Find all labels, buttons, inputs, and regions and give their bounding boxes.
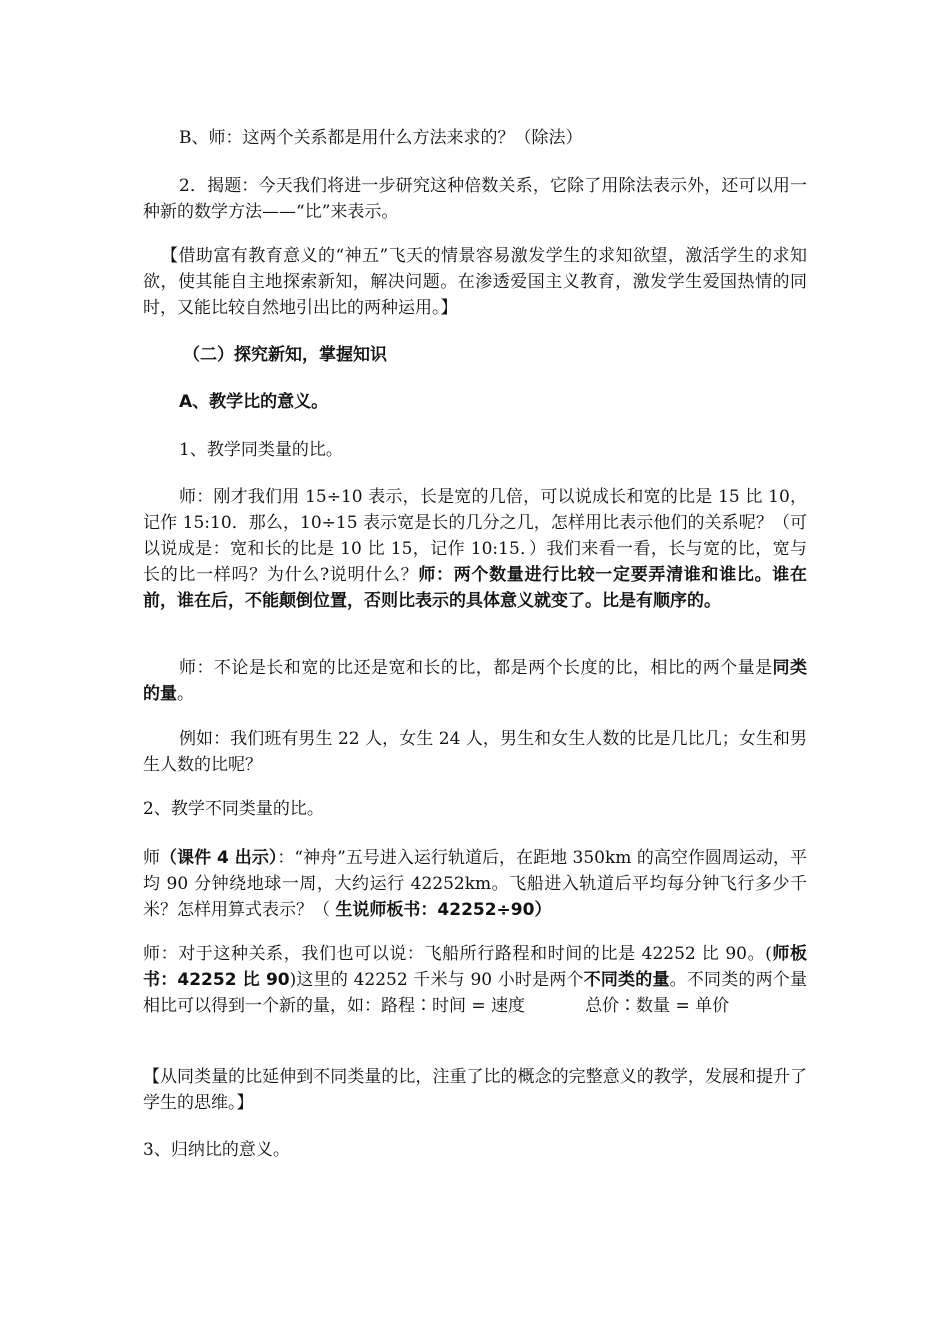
emphasis-text: 师：两个数量进行比较一定要弄清谁和谁比。谁在前，谁在后，不能颠倒位置，否则比表示的具体意义就变了。比是有顺序的。: [143, 565, 807, 611]
paragraph-commentary-2: [143, 1064, 807, 1116]
text: （二）探究新知，掌握知识: [183, 345, 387, 365]
subheading-summarize-meaning: [143, 1137, 807, 1163]
text: 师: [143, 848, 161, 868]
paragraph-example-students: [143, 726, 807, 778]
paragraph-commentary-1: [143, 243, 807, 321]
text: A、教学比的意义。: [179, 392, 329, 412]
text: 师：刚才我们用 15÷10 表示，长是宽的几倍，可以说成长和宽的比是 15 比 10，记作 15:10．那么，10÷15 表示宽是长的几分之几，怎样用比表示他们的关系呢？（可以说成是：宽和长的比是 10 比 15，记作 10:15．）我们来看一看，长与宽的比，宽与长的比一样吗？为什么?说明什么？: [143, 487, 807, 585]
text: )这里的 42252 千米与 90 小时是两个: [289, 970, 584, 990]
text: 师：对于这种关系，我们也可以说：飞船所行路程和时间的比是 42252 比 90。(: [143, 944, 772, 964]
text: 1、教学同类量的比。: [179, 440, 343, 460]
text: 2、教学不同类量的比。: [143, 799, 324, 819]
paragraph-reveal-topic: [143, 173, 807, 225]
text: ：“神舟”五号进入运行轨道后，在距地 350km 的高空作圆周运动，平均 90 分钟绕地球一周，大约运行 42252km。飞船进入轨道后平均每分钟飞行多少千米？怎样用算式表示？（: [143, 848, 808, 920]
text: 总价∶数量 = 单价: [585, 996, 730, 1016]
text: 【借助富有教育意义的“神五”飞天的情景容易激发学生的求知欲望，激活学生的求知欲，使其能自主地探索新知，解决问题。在渗透爱国主义教育，激发学生爱国热情的同时，又能比较自然地引出比的两种运用。】: [143, 246, 807, 318]
text: 例如：我们班有男生 22 人，女生 24 人，男生和女生人数的比是几比几；女生和男生人数的比呢？: [143, 729, 807, 775]
paragraph-different-kind-quantity: [143, 941, 807, 1019]
paragraph-shenzhou-problem: [143, 845, 807, 923]
text: 3、归纳比的意义。: [143, 1140, 290, 1160]
paragraph-teacher-explains-order: [143, 484, 807, 614]
text: 2．揭题：今天我们将进一步研究这种倍数关系，它除了用除法表示外，还可以用一种新的数学方法——“比”来表示。: [143, 176, 807, 222]
text: 。: [177, 684, 194, 704]
text: B、师：这两个关系都是用什么方法来求的？（除法）: [179, 128, 583, 148]
subheading-meaning-of-ratio: [179, 389, 779, 415]
text: 师：不论是长和宽的比还是宽和长的比，都是两个长度的比，相比的两个量是: [179, 658, 773, 678]
emphasis-text: 生说师板书：42252÷90）: [335, 900, 552, 920]
paragraph-b-question: [143, 125, 807, 151]
subheading-different-kind-ratio: [143, 796, 807, 822]
emphasis-text: 不同类的量: [583, 970, 670, 990]
subheading-same-kind-ratio: [179, 437, 779, 463]
text: 。不同类的两个量相比可以得到一个新的量，如：路程∶时间 = 速度: [143, 970, 807, 1016]
section-heading-explore: [183, 342, 783, 368]
emphasis-text: （课件 4 出示）: [160, 848, 278, 868]
text: 【从同类量的比延伸到不同类量的比，注重了比的概念的完整意义的教学，发展和提升了学生的思维。】: [143, 1067, 807, 1113]
paragraph-same-kind-quantity: [143, 655, 807, 707]
emphasis-text: 同类的量: [143, 658, 808, 704]
emphasis-text: 师板书：42252 比 90: [143, 944, 808, 990]
